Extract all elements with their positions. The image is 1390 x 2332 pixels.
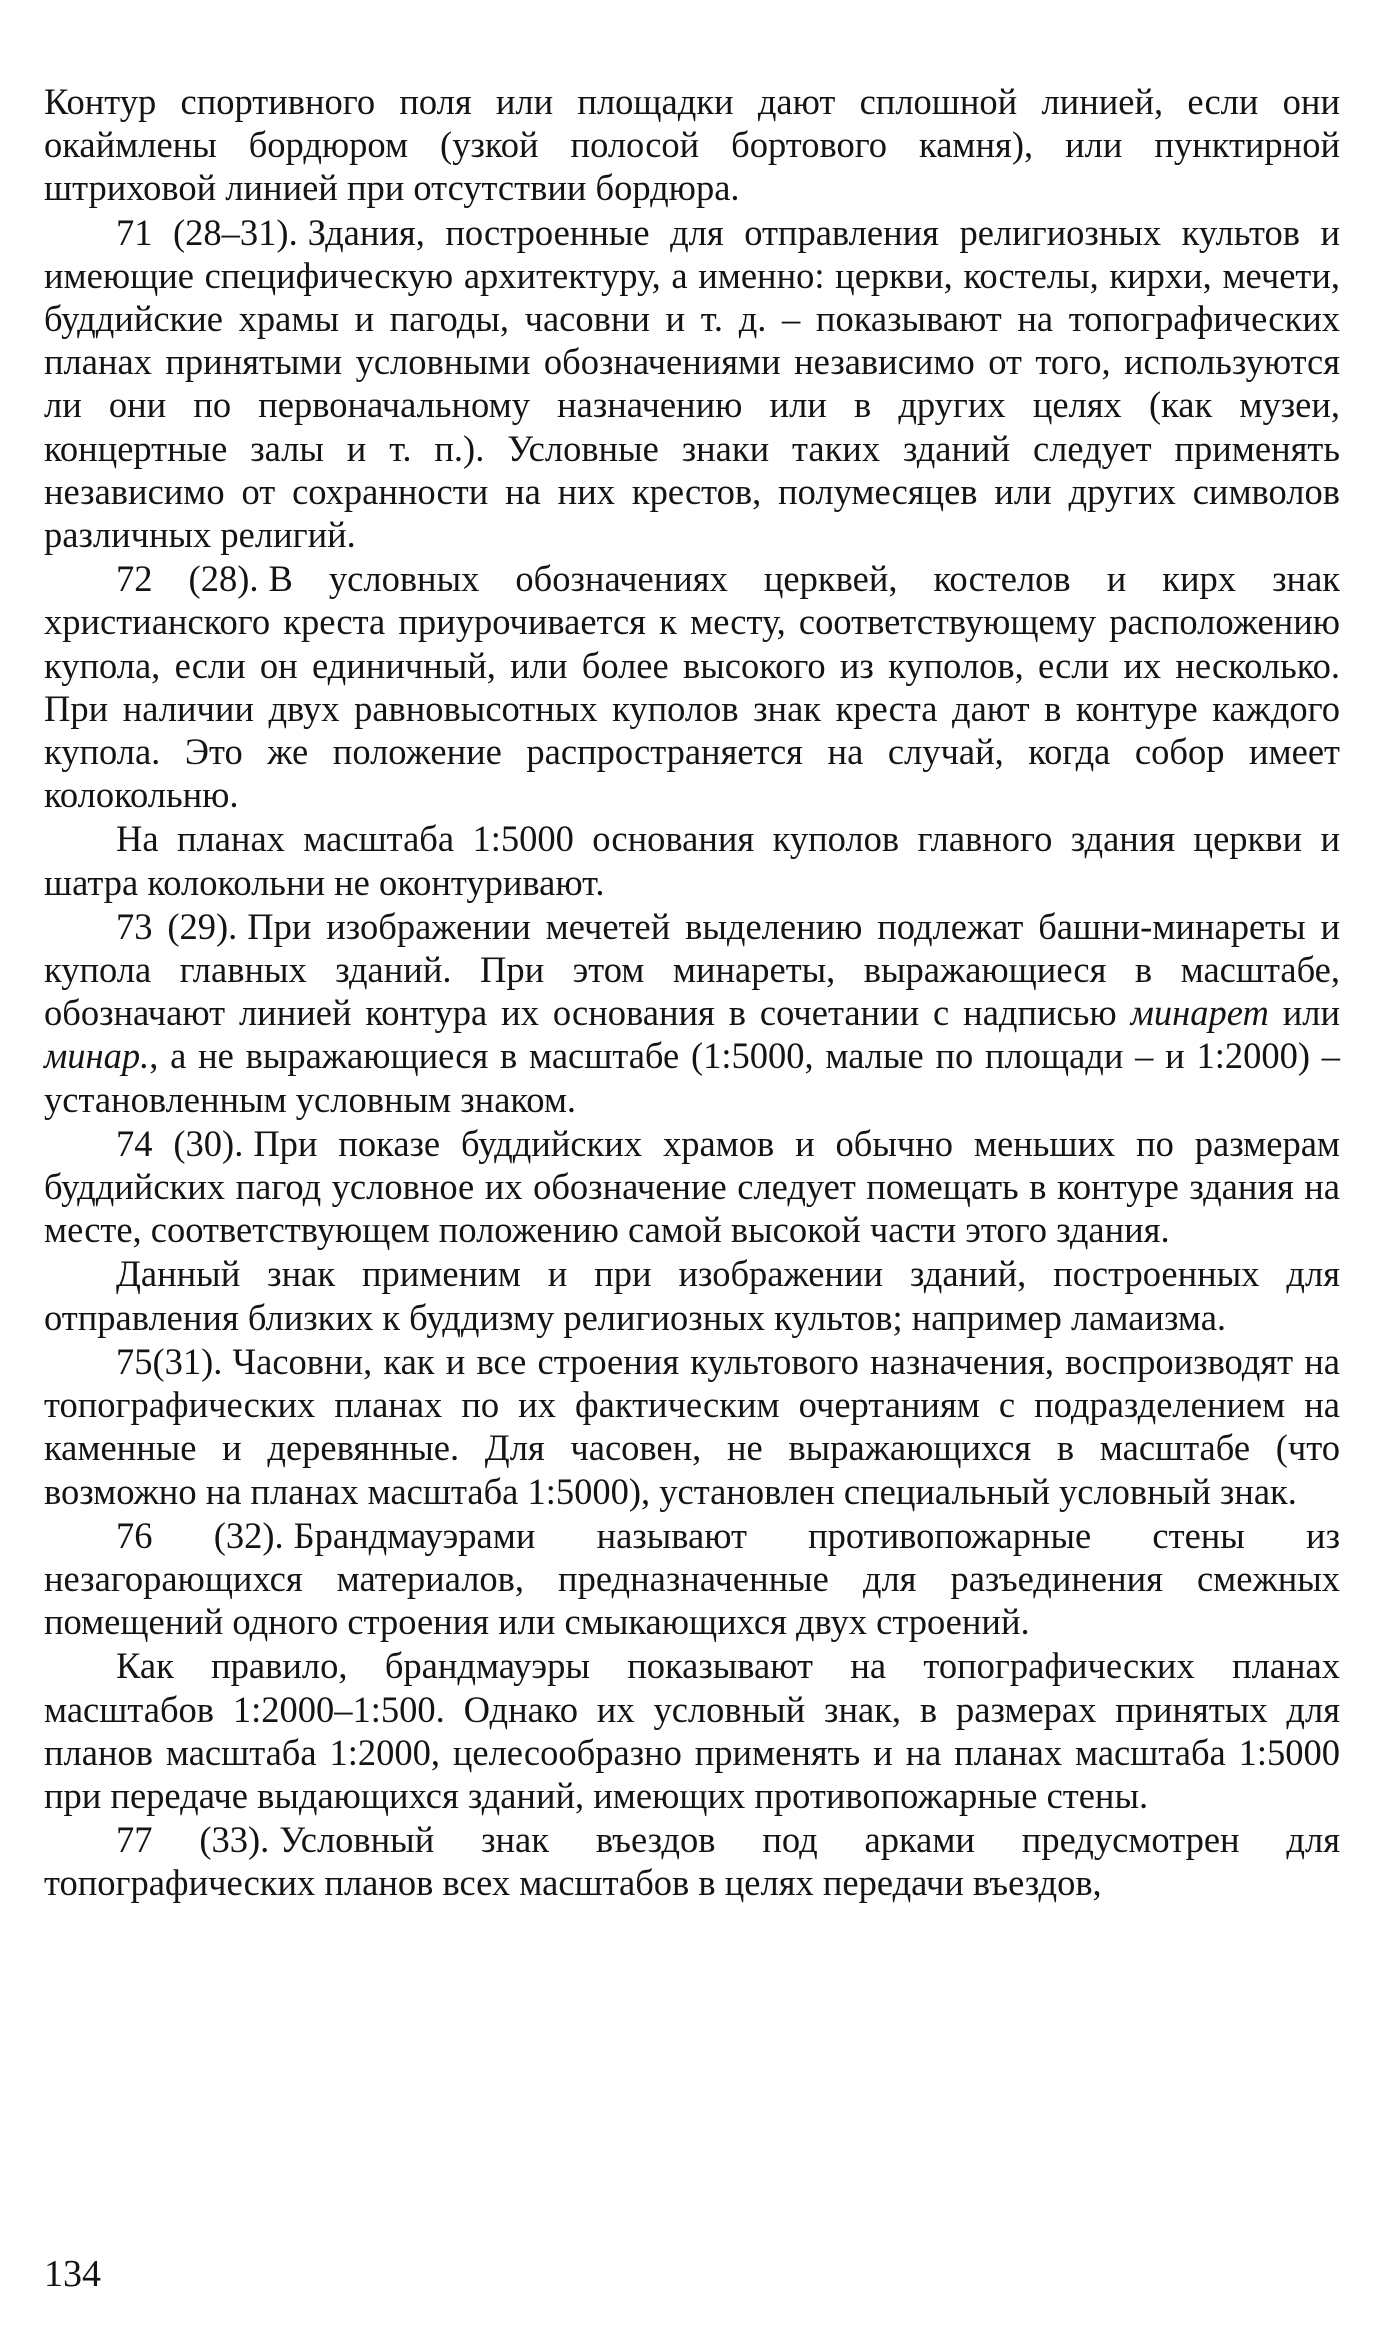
paragraph-text: При изображении мечетей выделению подлежат башни-минареты и купола главных зданий. При этом минареты, выражающиеся в масштабе, обозначают линией контура их основания в сочетании с надписью — [44, 905, 1340, 1034]
paragraph-number: 74 (30). — [116, 1122, 244, 1164]
paragraph-72-cont — [44, 817, 1340, 903]
paragraph-sports-field-contour — [44, 80, 1340, 210]
paragraph-71 — [44, 211, 1340, 557]
paragraph-76 — [44, 1514, 1340, 1644]
paragraph-number: 71 (28–31). — [116, 211, 298, 253]
paragraph-74 — [44, 1122, 1340, 1252]
paragraph-number: 72 (28). — [116, 558, 259, 600]
paragraph-text: Брандмауэрами называют противопожарные стены из незагорающихся материалов, предназначенные для разъединения смежных помещений одного строения или смыкающихся двух строений. — [44, 1514, 1340, 1643]
paragraph-text: , а не выражающиеся в масштабе (1:5000, малые по площади – и 1:2000) – установленным условным знаком. — [44, 1035, 1340, 1120]
page-body — [44, 80, 1340, 1906]
paragraph-number: 73 (29). — [116, 905, 238, 947]
italic-term-minaret: минарет — [1130, 992, 1269, 1034]
italic-term-minar-abbr: минар. — [44, 1035, 150, 1077]
paragraph-text: или — [1282, 992, 1341, 1034]
page-number: 134 — [44, 2253, 101, 2295]
paragraph-text: Часовни, как и все строения культового назначения, воспроизводят на топографических планах по их фактическим очертаниям с подразделением на каменные и деревянные. Для часовен, не выражающихся в масштабе (что возможно на планах масштаба 1:5000), установлен специальный условный знак. — [44, 1340, 1340, 1512]
paragraph-text: Здания, построенные для отправления религиозных культов и имеющие специфическую архитектуру, а именно: церкви, костелы, кирхи, мечети, буддийские храмы и пагоды, часовни и т. д. – показывают на топографических планах принятыми условными обозначениями независимо от того, используются ли они по первоначальному назначению или в других целях (как музеи, концертные залы и т. п.). Условные знаки таких зданий следует применять независимо от сохранности на них крестов, полумесяцев или других символов различных религий. — [44, 211, 1341, 556]
paragraph-77 — [44, 1818, 1340, 1904]
paragraph-74-cont — [44, 1252, 1340, 1338]
paragraph-72 — [44, 557, 1340, 816]
paragraph-text: Данный знак применим и при изображении зданий, построенных для отправления близких к буддизму религиозных культов; например ламаизма. — [44, 1253, 1340, 1338]
paragraph-text: Контур спортивного поля или площадки дают сплошной линией, если они окаймлены бордюром (узкой полосой бортового камня), или пунктирной штриховой линией при отсутствии бордюра. — [44, 81, 1340, 209]
paragraph-text: На планах масштаба 1:5000 основания куполов главного здания церкви и шатра колокольни не оконтуривают. — [44, 818, 1340, 903]
paragraph-text: Как правило, брандмауэры показывают на топографических планах масштабов 1:2000–1:500. Однако их условный знак, в размерах принятых для планов масштаба 1:2000, целесообразно применять и на планах масштаба 1:5000 при передаче выдающихся зданий, имеющих противопожарные стены. — [44, 1645, 1340, 1816]
paragraph-75 — [44, 1340, 1340, 1513]
paragraph-76-cont — [44, 1644, 1340, 1817]
paragraph-number: 77 (33). — [116, 1819, 270, 1861]
paragraph-text: Условный знак въездов под арками предусмотрен для топографических планов всех масштабов в целях передачи въездов, — [44, 1819, 1340, 1904]
paragraph-73 — [44, 905, 1340, 1121]
paragraph-number: 75(31). — [116, 1340, 223, 1382]
paragraph-text: В условных обозначениях церквей, костелов и кирх знак христианского креста приурочивается к месту, соответствующему расположению купола, если он единичный, или более высокого из куполов, если их несколько. При наличии двух равновысотных куполов знак креста дают в контуре каждого купола. Это же положение распространяется на случай, когда собор имеет колокольню. — [44, 558, 1341, 816]
paragraph-text: При показе буддийских храмов и обычно меньших по размерам буддийских пагод условное их обозначение следует помещать в контуре здания на месте, соответствующем положению самой высокой части этого здания. — [44, 1122, 1340, 1251]
paragraph-number: 76 (32). — [116, 1514, 284, 1556]
